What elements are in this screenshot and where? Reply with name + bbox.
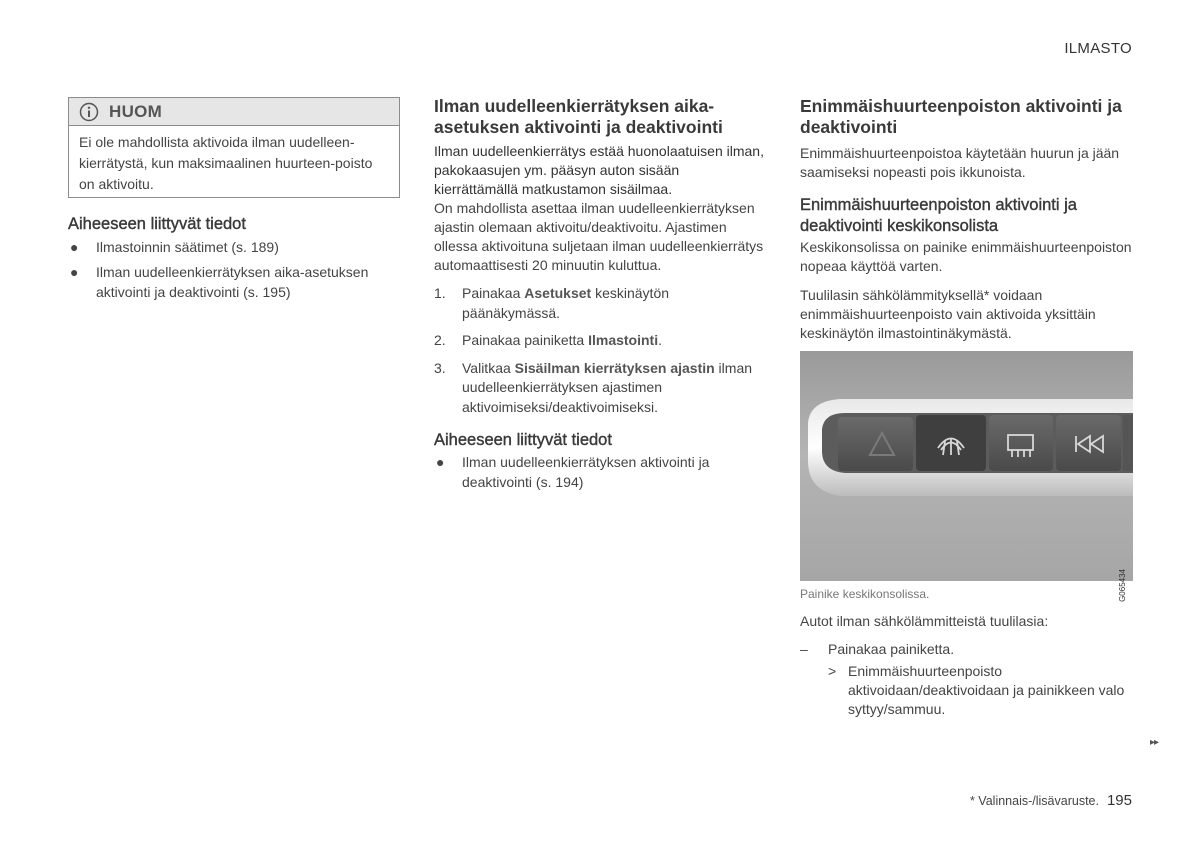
action-text: Painakaa painiketta. <box>828 641 955 657</box>
result-item <box>800 662 1135 719</box>
right-lower <box>800 612 1135 719</box>
step-item <box>434 284 764 323</box>
middle-title: Ilman uudelleenkierrätyksen aika-asetuksen aktivointi ja deaktivointi <box>434 96 723 137</box>
step-text: keskinäytön päänäkymässä. <box>462 285 670 321</box>
right-intro: Enimmäishuurteenpoistoa käytetään huurun ja jään saamiseksi nopeasti pois ikkunoista. <box>800 145 1120 180</box>
related-left <box>68 215 403 307</box>
step-text: Painakaa painiketta <box>462 332 589 348</box>
right-paragraph-1: Keskikonsolissa on painike enimmäishuurteenpoiston nopeaa käyttöä varten. <box>800 239 1132 274</box>
section-header: ILMASTO <box>1064 40 1132 57</box>
step-text: ilman uudelleenkierrätyksen ajastimen aktivoimiseksi/deaktivoimiseksi. <box>462 359 753 415</box>
related-left-item[interactable] <box>68 262 403 302</box>
step-text: Painakaa <box>462 285 525 301</box>
middle-related-heading: Aiheeseen liittyvät tiedot <box>434 431 612 449</box>
right-subtitle: Enimmäishuurteenpoiston aktivointi ja deaktivointi keskikonsolista <box>800 196 1077 235</box>
photo-caption: Painike keskikonsolissa. <box>800 587 930 601</box>
right-title: Enimmäishuurteenpoiston aktivointi ja deaktivointi <box>800 96 1122 137</box>
step-number: 3. <box>434 359 446 376</box>
step-ui-term: Sisäilman kierrätyksen ajastin <box>514 359 715 376</box>
note-header <box>69 98 399 126</box>
info-icon <box>79 102 99 122</box>
dash-icon: – <box>800 641 808 657</box>
middle-column <box>434 96 764 497</box>
bullet-icon: ● <box>436 454 445 470</box>
right-column <box>800 96 1135 343</box>
step-ui-term: Ilmastointi <box>588 332 659 348</box>
related-left-link[interactable]: Ilman uudelleenkierrätyksen aika-asetuksen aktivointi ja deaktivointi (s. 195) <box>96 264 369 300</box>
related-left-link[interactable]: Ilmastoinnin säätimet (s. 189) <box>96 239 279 255</box>
step-number: 2. <box>434 332 446 348</box>
next-page-icon: ▸▸ <box>1150 737 1159 748</box>
middle-intro: Ilman uudelleenkierrätys estää huonolaatuisen ilman, pakokaasujen ym. pääsyn auton sisään kierrättämällä matkustamon sisäilmaa. <box>434 143 764 197</box>
step-ui-term: Asetukset <box>524 285 592 301</box>
image-code: G065434 <box>1118 569 1127 602</box>
step-item <box>434 331 764 351</box>
right-paragraph-2: Tuulilasin sähkölämmityksellä* voidaan enimmäishuurteenpoisto vain aktivoida yksittäin keskinäytön ilmastointinäkymästä. <box>800 287 1096 341</box>
footnote-text: * Valinnais-/lisävaruste. <box>969 794 1099 808</box>
note-box <box>68 97 400 198</box>
result-arrow-icon: > <box>828 663 837 679</box>
related-left-heading: Aiheeseen liittyvät tiedot <box>68 215 246 233</box>
step-item <box>434 359 764 418</box>
note-title: HUOM <box>109 101 163 121</box>
middle-related-link[interactable]: Ilman uudelleenkierrätyksen aktivointi ja deaktivointi (s. 194) <box>462 454 710 490</box>
console-illustration <box>800 351 1133 581</box>
related-left-item[interactable] <box>68 237 403 257</box>
bullet-icon: ● <box>70 239 79 255</box>
middle-body: On mahdollista asettaa ilman uudelleenkierrätyksen ajastin olemaan aktivoitu/deaktivoitu. Ajastimen ollessa aktivoituna suljetaan ilman uudelleenkierrätys automaattisesti 20 minuutin kuluttua. <box>434 200 764 273</box>
action-item <box>800 640 1135 659</box>
step-text: . <box>658 332 662 348</box>
note-text: Ei ole mahdollista aktivoida ilman uudelleen-kierrätystä, kun maksimaalinen huurteen-poisto on aktivoitu. <box>79 134 373 192</box>
step-text: Valitkaa <box>462 359 515 376</box>
footer <box>970 792 1132 809</box>
right-paragraph-3: Autot ilman sähkölämmitteistä tuulilasia: <box>800 613 1049 629</box>
result-text: Enimmäishuurteenpoisto aktivoidaan/deaktivoidaan ja painikkeen valo syttyy/sammuu. <box>848 663 1125 717</box>
middle-related-item[interactable] <box>434 452 764 492</box>
bullet-icon: ● <box>70 264 79 280</box>
page-number: 195 <box>1106 792 1132 809</box>
step-number: 1. <box>434 285 446 301</box>
